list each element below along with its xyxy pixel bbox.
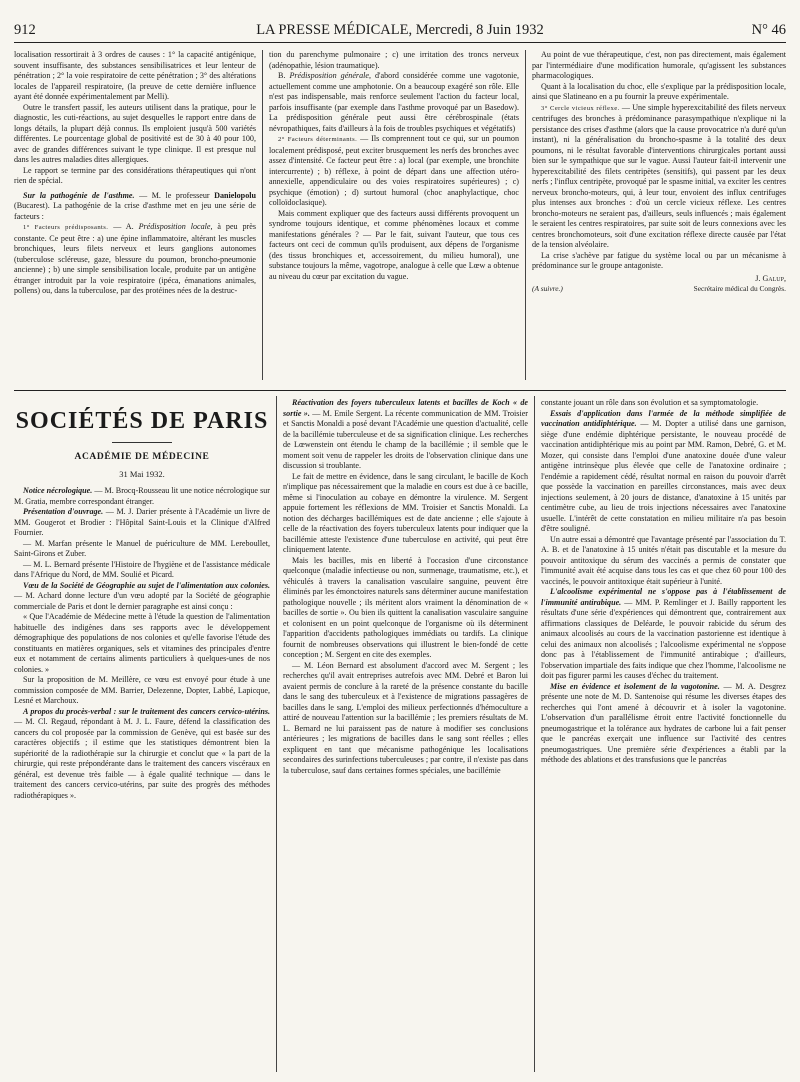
paragraph: — M. L. Bernard présente l'Histoire de l'hygiène et de l'assistance médicale dans l'Afrique du Nord, de MM. Soulié et Picard. bbox=[14, 559, 270, 579]
paragraph: Le rapport se termine par des considérations thérapeutiques qui n'ont rien de spécial. bbox=[14, 165, 256, 185]
paragraph: 2° Facteurs déterminants. — Ils comprennent tout ce qui, sur un poumon localement prédisposé, peut exciter brusquement les nerfs des bronches avec assez d'intensité. Ce facteur peut être : a) local (par exemple, une bronchite intercurrente) ; b) réflexe, à point de départ dans une affection utéro-annexielle, appendiculaire ou des voies respiratoires supérieures) ; c) psychique (émotion) ; d) surtout humoral (choc anaphylactique, choc colloïdoclasique). bbox=[269, 134, 519, 207]
academy-heading: ACADÉMIE DE MÉDECINE bbox=[74, 452, 210, 462]
signature-name: J. Galup, bbox=[755, 273, 786, 283]
paragraph: Outre le transfert passif, les auteurs utilisent dans la pratique, pour le diagnostic, les cuti-réactions, au sujet desquelles le rapport entre dans de longs détails, la plupart déjà connus. Ils emploient jusqu'à 500 variétés différentes. Le pourcentage global de positivité est de 30 à 40 pour 100, avec de grandes différences suivant le type clinique. Il est presque nul dans les autres maladies dites allergiques. bbox=[14, 102, 256, 164]
article-title: Présentation d'ouvrage. bbox=[23, 507, 104, 516]
bottom-column-3 bbox=[541, 398, 786, 766]
paragraph: Quant à la localisation du choc, elle s'explique par la prédisposition locale, ainsi que Slatineano en a pu fournir la preuve expérimentale. bbox=[532, 81, 786, 101]
paragraph: Au point de vue thérapeutique, c'est, non pas directement, mais également par l'intermédiaire d'une modification humorale, qu'agissent les substances pharmacologiques. bbox=[532, 50, 786, 80]
section-rule bbox=[14, 390, 786, 391]
title-underline bbox=[112, 442, 172, 443]
paragraph: localisation ressortirait à 3 ordres de causes : 1° la capacité antigénique, souvent insuffisante, des substances sensibilisatrices et leur lenteur de pénétration ; 2° la voie respiratoire de cette pénétration ; 3° des altérations locales de l'appareil respiratoire, (la preuve de cette dernière influence ayant été donnée expérimentalement par Melli). bbox=[14, 50, 256, 101]
article-asthma: Sur la pathogénie de l'asthme. — M. le professeur Danielopolu (Bucarest). La pathogénie de la crise d'asthme met en jeu une série de facteurs : bbox=[14, 190, 256, 221]
paragraph: Mise en évidence et isolement de la vagotonine. — M. A. Desgrez présente une note de M. D. Santenoise qui résume les diverses étapes des recherches qui l'ont amené à découvrir et à isoler la vagotonine. L'observation d'un parallélisme étroit entre l'activité fonctionnelle du pneumogastrique et la tolérance aux hydrates de carbone lui a fait penser que le pancréas exerçait une influence sur l'activité des centres pneumogastriques. Une première série d'expériences a établi par la méthode des ablations et des transfusions que le pancréas bbox=[541, 681, 786, 764]
paragraph: — M. Marfan présente le Manuel de puériculture de MM. Lereboullet, Saint-Girons et Zuber. bbox=[14, 538, 270, 558]
column-divider bbox=[262, 50, 263, 380]
paragraph: 3° Cercle vicieux réflexe. — Une simple hyperexcitabilité des filets nerveux centrifuges des bronches à prédominance parasympathique n'explique ni la persistance des crises d'asthme (alors que la cause provocatrice n'a duré qu'un instant), ni la généralisation du broncho-spasme à la totalité des deux poumons, ni le résultat favorable d'interventions chirurgicales portant aussi bien sur le sympathique que sur le vague. Aussi l'auteur fait-il intervenir une hyperexcitabilité des filets centripètes (sensitifs), qui passent par les deux nerfs ; l'influx centripète, provoqué par le spasme initial, va exciter les centres nerveux broncho-moteurs, qui, à leur tour, envoient des influx centrifuges plus intenses aux bronches : d'où un cercle vicieux réflexe. Les centres broncho-moteurs ne seraient pas, d'ailleurs, seuls influencés ; mais également le seraient les centres respiratoires, par suite soit de leurs connexions avec les centres bronchomoteurs, soit d'une excitation réflexe directe causée par l'état de la tension alvéolaire. bbox=[532, 102, 787, 249]
article-title: Essais d'application dans l'armée de la méthode simplifiée de vaccination antidiphtérique. bbox=[541, 408, 786, 428]
top-column-1 bbox=[14, 50, 256, 297]
factor-heading: 3° Cercle vicieux réflexe. bbox=[541, 104, 620, 112]
paragraph: La crise s'achève par fatigue du système local ou par un mécanisme à prédominance sur le groupe antagoniste. bbox=[532, 250, 786, 270]
session-date: 31 Mai 1932. bbox=[119, 469, 165, 479]
paragraph: Réactivation des foyers tuberculeux latents et bacilles de Koch « de sortie ». — M. Emile Sergent. La récente communication de MM. Troisier et Sanctis Monaldi a posé devant l'Académie une question d'actualité, celle de la bacillémie tuberculeuse et de sa signification clinique. Les recherches de Lœwenstein ont étendu le champ de la bacillémie ; il semble que le moment soit venu de rappeler les droits de l'observation clinique dans une discussion si troublante. bbox=[283, 398, 528, 470]
paragraph: L'alcoolisme expérimental ne s'oppose pas à l'établissement de l'immunité antirabique. — MM. P. Remlinger et J. Bailly rapportent les résultats d'une série d'expériences qui démontrent que, contrairement aux affirmations classiques de Deléarde, le pouvoir rabicide du sérum des animaux alcoolisés au cours de la vaccination pastorienne est identique à celui des animaux non alcoolisés ; l'alcoolisme expérimental ne s'oppose donc pas à l'établissement de l'immunité antirabique ; d'ailleurs, l'observation impartiale des faits indique que chez l'homme, l'alcoolisme ne doit pas figurer parmi les causes d'échec du traitement. bbox=[541, 587, 786, 680]
paragraph: constante jouant un rôle dans son évolution et sa symptomatologie. bbox=[541, 398, 759, 407]
top-column-2 bbox=[269, 50, 519, 282]
article-title: Vœu de la Société de Géographie au sujet de l'alimentation aux colonies. bbox=[23, 580, 270, 590]
factor-heading: 2° Facteurs déterminants. bbox=[278, 136, 358, 143]
page-header bbox=[14, 20, 786, 40]
article-title: Sur la pathogénie de l'asthme. bbox=[23, 190, 135, 200]
signature-line bbox=[532, 284, 786, 295]
paragraph: Vœu de la Société de Géographie au sujet de l'alimentation aux colonies. — M. Achard donne lecture d'un vœu adopté par la Société de géographie commerciale de Paris et dont le dernier paragraphe est ainsi conçu : bbox=[14, 580, 270, 611]
author-name: Danielopolu bbox=[214, 190, 256, 200]
bottom-column-1 bbox=[14, 396, 270, 801]
top-column-3 bbox=[532, 50, 786, 295]
bottom-column-2 bbox=[283, 398, 528, 776]
header-rule bbox=[14, 42, 786, 43]
paragraph: Notice nécrologique. — M. Brocq-Rousseau lit une notice nécrologique sur M. Gratia, membre correspondant étranger. bbox=[14, 486, 270, 506]
masthead: LA PRESSE MÉDICALE, Mercredi, 8 Juin 1932 bbox=[256, 22, 544, 38]
signature-role: Secrétaire médical du Congrès. bbox=[693, 284, 786, 293]
page-number: 912 bbox=[14, 22, 36, 38]
quotation: « Que l'Académie de Médecine mette à l'étude la question de l'alimentation habituelle des indigènes dans ses rapports avec le développement démographique des populations de nos colonies et qu'elle favorise l'étude des constituants en matières organiques, sels et vitamines des principales d'entre eux et notamment de certains aliments particuliers à quelques-unes de nos colonies. » bbox=[14, 612, 270, 674]
paragraph: Mais les bacilles, mis en liberté à l'occasion d'une circonstance quelconque (maladie infectieuse ou non, surmenage, traumatisme, etc.), et véhiculés à travers la canalisation vasculaire sanguine, peuvent être éliminés par les émonctoires naturels sans déterminer aucune manifestation pathologique nouvelle ; ils méritent alors vraiment la dénomination de « bacilles de sortie ». Ou bien ils quittent la canalisation vasculaire sanguine et colonisent en un point quelconque de l'organisme où ils déterminent l'apparition d'accidents pathologiques immédiats ou tardifs. La clinique fournit de nombreuses observations qui illustrent le bien-fondé de cette conception ; M. Sergent en cite des exemples. bbox=[283, 555, 528, 659]
paragraph: B. Prédisposition générale, d'abord considérée comme une vagotonie, actuellement comme une amphotonie. On a beaucoup exagéré son rôle. Elle n'est pas indispensable, mais renforce seulement l'action du facteur local, parfois insuffisante (par exemple dans l'asthme provoqué par un Basedow). La prédisposition générale peut aussi être cérébrospinale (états névropathiques, faits d'ailleurs à la fois de troubles psychiques et végétatifs) bbox=[269, 71, 519, 133]
paragraph: Présentation d'ouvrage. — M. J. Darier présente à l'Académie un livre de MM. Gougerot et Brodier : l'Hôpital Saint-Louis et la Clinique d'Alfred Fournier. bbox=[14, 507, 270, 537]
paragraph: — M. Léon Bernard est absolument d'accord avec M. Sergent ; les recherches qu'il avait entreprises autrefois avec MM. Debré et Baron lui avaient permis de conclure à la rareté de la présence constante du bacille dans le sang des tuberculeux et à l'existence de migrations passagères de bacilles dans le sang. L'emploi des milieux perfectionnés d'hémoculture a attiré de nouveau l'attention sur la bacillémie ; les premiers résultats de M. L. Bernard ne lui paraissent pas de nature à modifier ses conclusions antérieures ; les migrations de bacilles dans le sang sont réelles ; elles expliquent en tant que mécanisme pathogénique les localisations secondaires des surinfections tuberculeuses ; par contre, il n'existe pas dans la tuberculose, sauf dans certaines formes spéciales, une bacillémie bbox=[283, 660, 528, 775]
paragraph: A propos du procès-verbal : sur le traitement des cancers cervico-utérins. — M. Cl. Regaud, répondant à M. J. L. Faure, défend la classification des cancers du col proposée par la commission de Genève, qui est basée sur des caractères objectifs ; il estime que les statistiques démontrent bien la supériorité de la radiothérapie sur la chirurgie et conclut que « la part de la chirurgie, qui reste prépondérante dans le traitement des cancers viscéraux en général, est devenue très faible — à égale qualité technique — dans le traitement des cancers cervico-utérins, par suite des progrès des méthodes radiothérapiques ». bbox=[14, 706, 270, 800]
paragraph: Essais d'application dans l'armée de la méthode simplifiée de vaccination antidiphtérique. — M. Dopter a utilisé dans une garnison, siège d'une endémie diphtérique persistante, le nouveau procédé de vaccination antidiphtérique mis au point par MM. Ramon, Debré, G. et M. Mozer, qui consiste dans l'emploi d'une anatoxine douée d'une valeur antigène intrinsèque plus élevée que celle de l'anatoxine ordinaire ; l'endémie a rapidement cédé, résultat normal en raison du pouvoir d'arrêt que possède la vaccination en pareilles circonstances, mais avec deux injections seulement, à 20 jours de distance, d'anatoxine à 15 unités par centimètre cube, au lieu de trois injections nécessaires avec l'anatoxine usuelle. L'intérêt de cette constatation en milieu militaire n'a pas besoin d'être souligné. bbox=[541, 408, 787, 533]
paragraph: 1° Facteurs prédisposants. — A. Prédisposition locale, à peu près constante. Ce peut être : a) une épine inflammatoire, altérant les muscles bronchiques, leurs filets nerveux et leurs ganglions autonomes (tuberculose scléreuse, gaze, blessure du poumon, broncho-pneumonie ancienne) ; b) une simple sensibilisation locale, produite par un antigène étranger introduit par la voie respiratoire (ipéca, émanations animales, pollens) ou, dans la tuberculose, par des protéines nées de la destruc- bbox=[14, 222, 256, 295]
paragraph: Mais comment expliquer que des facteurs aussi différents provoquent un syndrome toujours identique, et comme phénomènes locaux et comme manifestations générales ? — Par le fait, suivant l'auteur, que tous ces facteurs ont ceci de commun qu'ils produisent, aux dépens de l'organisme (des tissus bronchiques et, accessoirement, du milieu humoral), une substance toujours la même, vagotrope, analogue à celle que Lœw a obtenue au niveau du cœur par excitation du vague. bbox=[269, 208, 519, 281]
factor-heading: 1° Facteurs prédisposants. bbox=[23, 224, 109, 231]
paragraph: Le fait de mettre en évidence, dans le sang circulant, le bacille de Koch n'implique pas nécessairement que la maladie en cours est due à ce bacille, même si l'inoculation au cobaye en démontre la virulence. M. Sergent appuie fortement les réflexions de MM. Troisier et Sanctis Monaldi. La notion des décharges bacillémiques est de date ancienne ; elle s'ajoute à celle de la réactivation des foyers tuberculeux latents pour indiquer que la bacillémie atteste l'existence d'une tuberculose en activité, qui peut être cliniquement latente. bbox=[283, 471, 528, 554]
paragraph: Un autre essai a démontré que l'avantage présenté par l'association du T. A. B. et de l'anatoxine à 15 unités n'était pas discutable et la mesure du pouvoir antitoxique du sérum des vaccinés a permis de constater que l'immunité avait été acquise dans tous les cas et que chez 60 pour 100 des vaccinés, le pouvoir antitoxique était supérieur à l'unité. bbox=[541, 534, 786, 586]
article-title: Notice nécrologique. bbox=[23, 486, 93, 495]
article-title: Mise en évidence et isolement de la vagotonine. bbox=[550, 681, 720, 691]
paragraph: Sur la proposition de M. Meillère, ce vœu est envoyé pour étude à une commission composée de MM. Barrier, Delezenne, Dopter, Labbé, Lapicque, Lesné et Marchoux. bbox=[14, 675, 270, 705]
article-title: Réactivation des foyers tuberculeux latents et bacilles de Koch « de sortie ». bbox=[283, 398, 528, 418]
issue-number: N° 46 bbox=[751, 22, 786, 38]
paragraph: tion du parenchyme pulmonaire ; c) une irritation des troncs nerveux (adénopathie, lésion traumatique). bbox=[269, 50, 519, 70]
column-divider bbox=[534, 396, 535, 1072]
section-title: SOCIÉTÉS DE PARIS bbox=[15, 408, 269, 434]
article-title: A propos du procès-verbal : sur le traitement des cancers cervico-utérins. bbox=[23, 706, 270, 716]
article-title: L'alcoolisme expérimental ne s'oppose pas à l'établissement de l'immunité antirabique. bbox=[541, 587, 786, 607]
to-be-continued: (A suivre.) bbox=[532, 284, 563, 293]
column-divider bbox=[276, 396, 277, 1072]
column-divider bbox=[525, 50, 526, 380]
